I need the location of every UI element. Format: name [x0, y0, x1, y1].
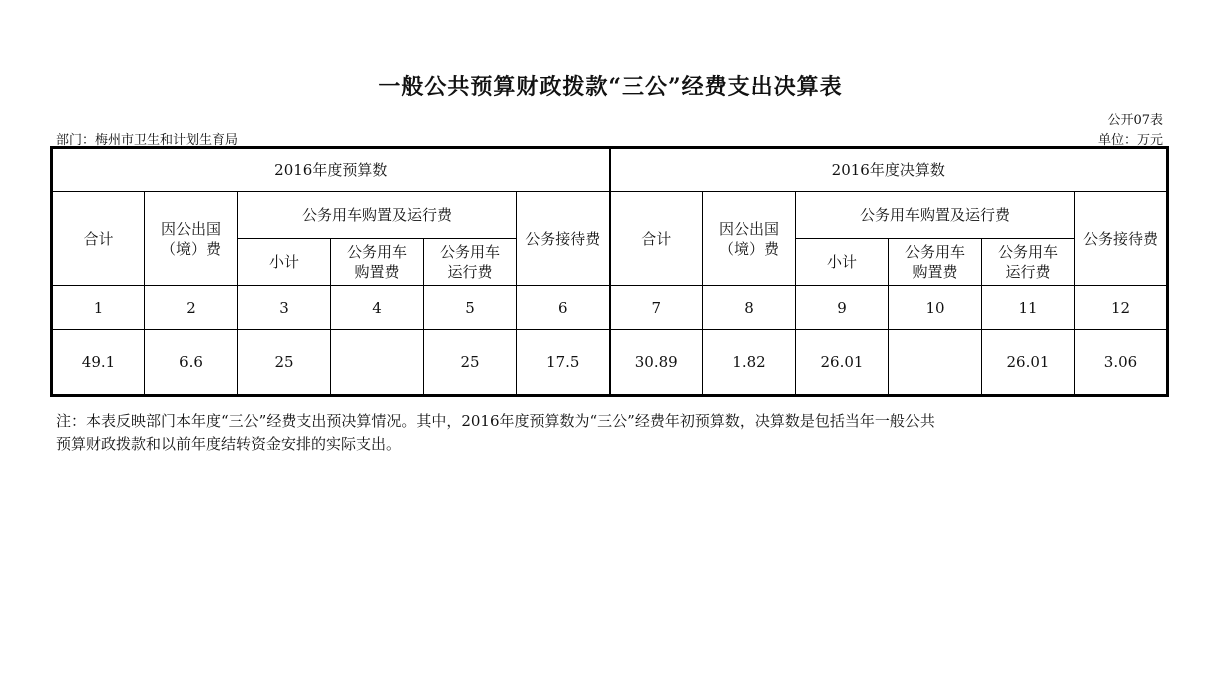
- three-public-expenses-table: [50, 146, 1169, 397]
- column-number: 3: [238, 286, 331, 330]
- page-title: 一般公共预算财政拨款“三公”经费支出决算表: [378, 74, 843, 100]
- footnote-line-2: 预算财政拨款和以前年度结转资金安排的实际支出。: [56, 435, 402, 453]
- budget-reception-header: 公务接待费: [517, 192, 610, 286]
- column-number: 4: [331, 286, 424, 330]
- column-number: 6: [517, 286, 610, 330]
- footnote: [56, 410, 1166, 456]
- final-purchase-header-line1: 公务用车: [904, 243, 965, 261]
- budget-subtotal-header: 小计: [238, 239, 331, 286]
- final-subtotal-value: 26.01: [796, 330, 889, 396]
- budget-abroad-value: 6.6: [145, 330, 238, 396]
- final-reception-header: 公务接待费: [1075, 192, 1168, 286]
- final-abroad-header: [703, 192, 796, 286]
- column-number: 11: [982, 286, 1075, 330]
- budget-purchase-header-line2: 购置费: [354, 263, 400, 281]
- header-row-1: [52, 148, 1168, 192]
- budget-operation-header-line1: 公务用车: [439, 243, 500, 261]
- footnote-line-1: 注：本表反映部门本年度“三公”经费支出预决算情况。其中，2016年度预算数为“三公”经费年初预算数，决算数是包括当年一般公共: [56, 412, 935, 430]
- final-subtotal-header: 小计: [796, 239, 889, 286]
- budget-operation-value: 25: [424, 330, 517, 396]
- final-total-header: 合计: [610, 192, 703, 286]
- final-operation-header: [982, 239, 1075, 286]
- column-number: 5: [424, 286, 517, 330]
- department-label: 部门：梅州市卫生和计划生育局: [56, 133, 239, 148]
- final-abroad-value: 1.82: [703, 330, 796, 396]
- values-row: [52, 330, 1168, 396]
- final-vehicle-header: 公务用车购置及运行费: [796, 192, 1075, 239]
- column-number: 2: [145, 286, 238, 330]
- unit-label: 单位：万元: [1097, 133, 1163, 148]
- final-operation-header-line1: 公务用车: [997, 243, 1058, 261]
- column-number: 9: [796, 286, 889, 330]
- budget-purchase-value: [331, 330, 424, 396]
- final-purchase-header-line2: 购置费: [912, 263, 958, 281]
- budget-abroad-header: [145, 192, 238, 286]
- column-number: 1: [52, 286, 145, 330]
- form-number: 公开07表: [1107, 113, 1163, 128]
- final-reception-value: 3.06: [1075, 330, 1168, 396]
- final-purchase-value: [889, 330, 982, 396]
- budget-total-value: 49.1: [52, 330, 145, 396]
- budget-header: 2016年度预算数: [52, 148, 610, 192]
- budget-total-header: 合计: [52, 192, 145, 286]
- budget-abroad-header-line1: 因公出国: [160, 219, 221, 238]
- header-row-2: [52, 192, 1168, 239]
- column-number: 8: [703, 286, 796, 330]
- final-purchase-header: [889, 239, 982, 286]
- column-number: 7: [610, 286, 703, 330]
- final-header: 2016年度决算数: [610, 148, 1168, 192]
- budget-reception-value: 17.5: [517, 330, 610, 396]
- column-number-row: [52, 286, 1168, 330]
- budget-vehicle-header: 公务用车购置及运行费: [238, 192, 517, 239]
- budget-abroad-header-line2: （境）费: [160, 239, 221, 258]
- final-total-value: 30.89: [610, 330, 703, 396]
- budget-purchase-header: [331, 239, 424, 286]
- column-number: 10: [889, 286, 982, 330]
- budget-subtotal-value: 25: [238, 330, 331, 396]
- budget-purchase-header-line1: 公务用车: [346, 243, 407, 261]
- final-operation-value: 26.01: [982, 330, 1075, 396]
- budget-operation-header-line2: 运行费: [447, 263, 493, 281]
- final-abroad-header-line1: 因公出国: [718, 219, 779, 238]
- budget-operation-header: [424, 239, 517, 286]
- column-number: 12: [1075, 286, 1168, 330]
- final-operation-header-line2: 运行费: [1005, 263, 1051, 281]
- final-abroad-header-line2: （境）费: [718, 239, 779, 258]
